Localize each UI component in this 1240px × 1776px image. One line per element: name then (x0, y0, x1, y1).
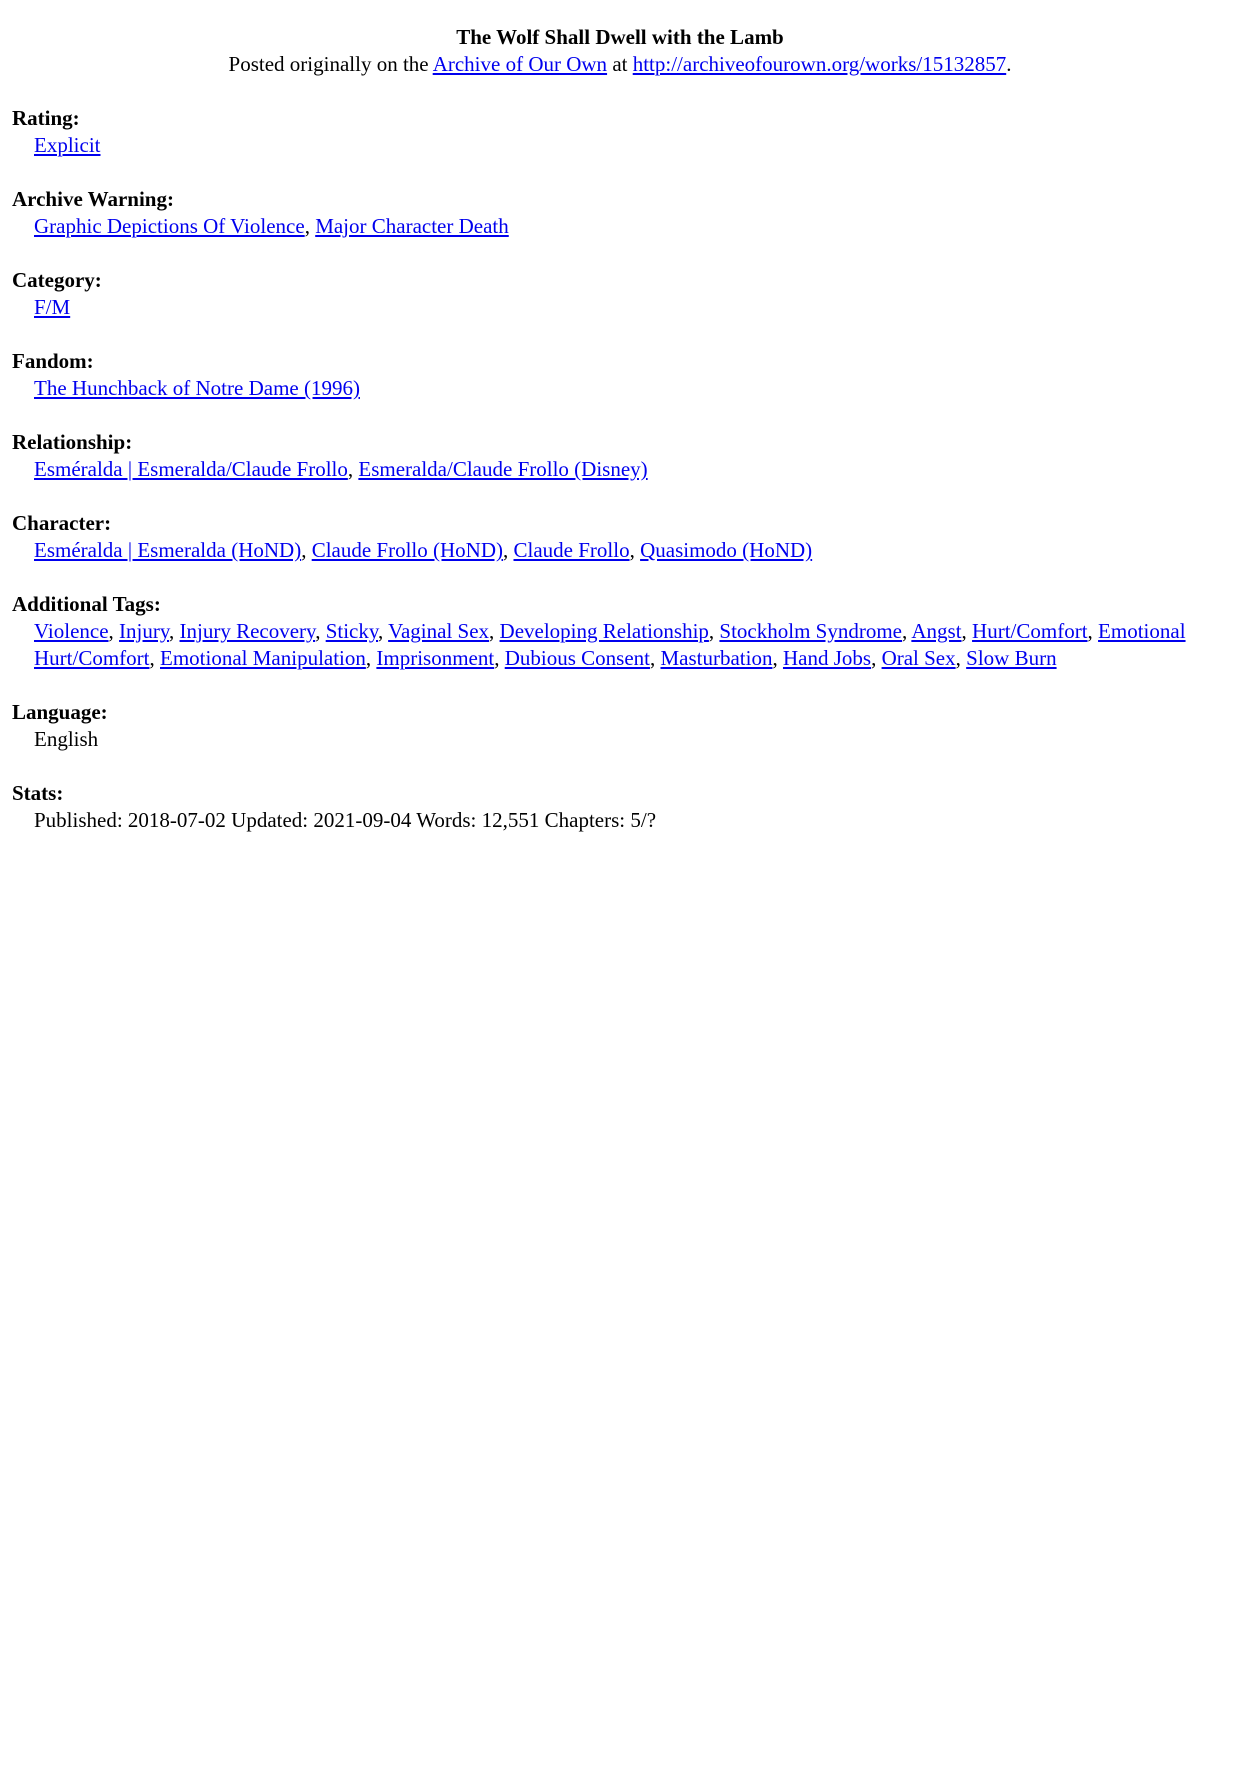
tag-link-category-0[interactable]: F/M (34, 295, 71, 319)
section-value-category (0, 294, 1202, 321)
section-label-relationship: Relationship: (12, 430, 133, 454)
work-url-link[interactable]: http://archiveofourown.org/works/15132857 (632, 52, 1007, 76)
tag-link-character-2[interactable]: Claude Frollo (513, 538, 630, 562)
tag-link-archive-warning-1[interactable]: Major Character Death (315, 214, 509, 238)
tag-link-additional-tags-0[interactable]: Violence (34, 619, 109, 643)
tag-link-character-0[interactable]: Esméralda | Esmeralda (HoND) (34, 538, 302, 562)
tag-link-rating-0[interactable]: Explicit (34, 133, 101, 157)
archive-of-our-own-link[interactable]: Archive of Our Own (432, 52, 608, 76)
tag-link-additional-tags-9[interactable]: Emotional Hurt/Comfort (34, 619, 1186, 670)
section-rating (0, 105, 1240, 159)
work-header (0, 24, 1240, 78)
tag-link-additional-tags-15[interactable]: Oral Sex (881, 646, 956, 670)
tag-link-fandom-0[interactable]: The Hunchback of Notre Dame (1996) (34, 376, 360, 400)
section-language (0, 699, 1240, 753)
tag-link-additional-tags-3[interactable]: Sticky (325, 619, 378, 643)
posted-suffix-text: . (1006, 52, 1012, 76)
work-preface-page (0, 24, 1240, 834)
tag-link-archive-warning-0[interactable]: Graphic Depictions Of Violence (34, 214, 305, 238)
tag-link-additional-tags-16[interactable]: Slow Burn (966, 646, 1057, 670)
tag-link-character-1[interactable]: Claude Frollo (HoND) (311, 538, 503, 562)
section-value-additional-tags: Violence, Injury, Injury Recovery, Sticky, Vaginal Sex, Developing Relationship, Stockholm Syndrome, Angst, Hurt/Comfort, Emotional Hurt/Comfort, Emotional Manipulation, Imprisonment, Dubious Consent, Masturbation, Hand Jobs, Oral Sex, Slow Burn (34, 619, 1186, 670)
value-text-language-0: English (34, 727, 99, 751)
section-label-rating: Rating: (12, 106, 80, 130)
section-archive-warning (0, 186, 1240, 240)
tag-link-additional-tags-14[interactable]: Hand Jobs (782, 646, 872, 670)
tag-link-additional-tags-7[interactable]: Angst (911, 619, 962, 643)
section-relationship (0, 429, 1240, 483)
section-stats (0, 780, 1240, 834)
section-value-language (0, 726, 1202, 753)
section-label-archive-warning: Archive Warning: (12, 187, 174, 211)
section-fandom (0, 348, 1240, 402)
section-label-stats: Stats: (12, 781, 64, 805)
tag-link-relationship-1[interactable]: Esmeralda/Claude Frollo (Disney) (358, 457, 648, 481)
section-value-fandom (0, 375, 1202, 402)
tag-link-additional-tags-2[interactable]: Injury Recovery (179, 619, 316, 643)
section-label-additional-tags: Additional Tags: (12, 592, 161, 616)
section-additional-tags (0, 591, 1240, 672)
work-title: The Wolf Shall Dwell with the Lamb (456, 25, 784, 49)
section-value-character: Esméralda | Esmeralda (HoND), Claude Frollo (HoND), Claude Frollo, Quasimodo (HoND) (34, 538, 813, 562)
section-character (0, 510, 1240, 564)
tag-link-additional-tags-5[interactable]: Developing Relationship (499, 619, 709, 643)
work-metadata-sections (0, 105, 1240, 834)
tag-link-additional-tags-11[interactable]: Imprisonment (376, 646, 495, 670)
section-label-category: Category: (12, 268, 102, 292)
section-label-fandom: Fandom: (12, 349, 94, 373)
tag-link-additional-tags-6[interactable]: Stockholm Syndrome (719, 619, 903, 643)
posted-prefix-text: Posted originally on the (228, 52, 433, 76)
value-text-stats-0: Published: 2018-07-02 Updated: 2021-09-04 Words: 12,551 Chapters: 5/? (34, 808, 657, 832)
section-category (0, 267, 1240, 321)
posted-line (0, 51, 1240, 78)
section-value-stats (0, 807, 1202, 834)
tag-link-additional-tags-4[interactable]: Vaginal Sex (388, 619, 490, 643)
tag-link-additional-tags-1[interactable]: Injury (119, 619, 170, 643)
posted-middle-text: at (607, 52, 633, 76)
tag-link-character-3[interactable]: Quasimodo (HoND) (640, 538, 813, 562)
section-value-relationship: Esméralda | Esmeralda/Claude Frollo, Esmeralda/Claude Frollo (Disney) (34, 457, 648, 481)
tag-link-additional-tags-12[interactable]: Dubious Consent (504, 646, 650, 670)
tag-link-additional-tags-10[interactable]: Emotional Manipulation (160, 646, 366, 670)
section-value-archive-warning: Graphic Depictions Of Violence, Major Character Death (34, 214, 509, 238)
section-value-rating (0, 132, 1202, 159)
section-label-character: Character: (12, 511, 112, 535)
tag-link-additional-tags-13[interactable]: Masturbation (660, 646, 773, 670)
tag-link-additional-tags-8[interactable]: Hurt/Comfort (972, 619, 1088, 643)
tag-link-relationship-0[interactable]: Esméralda | Esmeralda/Claude Frollo (34, 457, 348, 481)
section-label-language: Language: (12, 700, 108, 724)
